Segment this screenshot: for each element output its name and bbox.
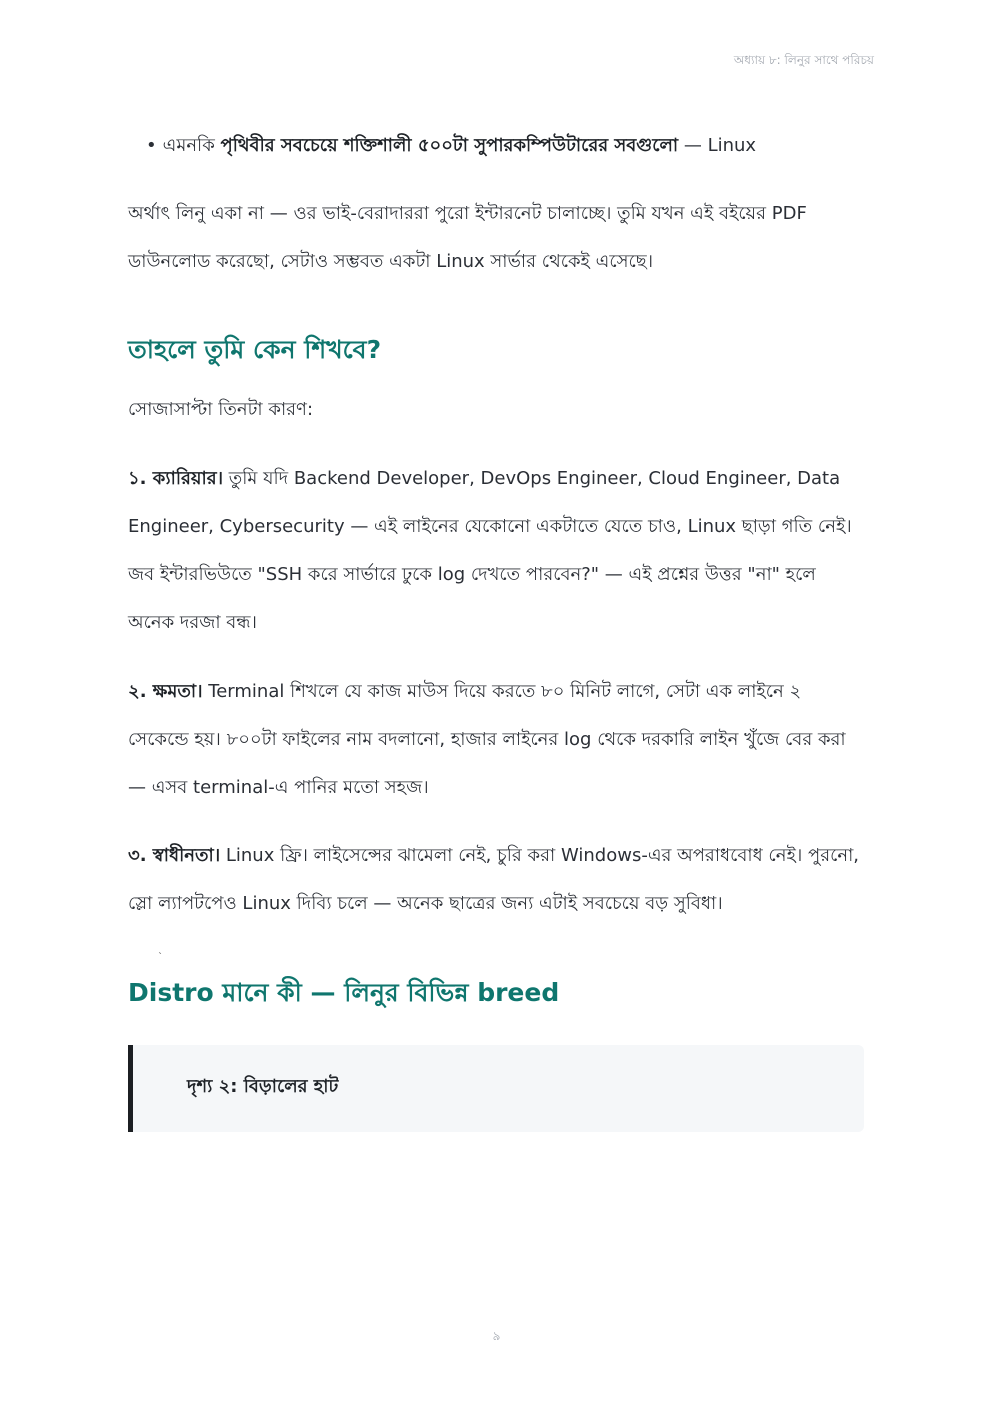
page-number: ৯ (492, 1329, 501, 1343)
running-header: অধ্যায় ৮: লিনুর সাথে পরিচয় (733, 53, 874, 67)
scene-callout (128, 1045, 864, 1132)
section-heading-why: তাহলে তুমি কেন শিখবে? (128, 335, 382, 364)
reason-label: ১. ক্যারিয়ার। (128, 468, 224, 489)
reason-career (128, 455, 864, 647)
reason-freedom (128, 832, 864, 928)
reason-text: Terminal শিখলে যে কাজ মাউস দিয়ে করতে ৮০ মিনিট লাগে, সেটা এক লাইনে ২ সেকেন্ডে হয়। ৮০০টা ফাইলের নাম বদলানো, হাজার লাইনের log থেকে দরকারি লাইন খুঁজে বের করা — এসব terminal-এ পানির মতো সহজ। (128, 681, 846, 798)
reason-text: তুমি যদি Backend Developer, DevOps Engineer, Cloud Engineer, Data Engineer, Cybersecurity — এই লাইনের যেকোনো একটাতে যেতে চাও, Linux ছাড়া গতি নেই। জব ইন্টারভিউতে "SSH করে সার্ভারে ঢুকে log দেখতে পারবেন?" — এই প্রশ্নের উত্তর "না" হলে অনেক দরজা বন্ধ। (128, 468, 852, 633)
reason-label: ২. ক্ষমতা। (128, 681, 203, 702)
bullet-text-bold: পৃথিবীর সবচেয়ে শক্তিশালী ৫০০টা সুপারকম্পিউটারের সবগুলো (220, 135, 679, 156)
bullet-text-pre: এমনকি (162, 135, 221, 156)
bullet-item (146, 131, 866, 161)
intro-paragraph: অর্থাৎ লিনু একা না — ওর ভাই-বেরাদাররা পুরো ইন্টারনেট চালাচ্ছে। তুমি যখন এই বইয়ের PDF ডাউনলোড করেছো, সেটাও সম্ভবত একটা Linux সার্ভার থেকেই এসেছে। (128, 203, 807, 272)
stray-mark: ˋ (158, 952, 163, 963)
bullet-text-post: — Linux (678, 135, 757, 156)
scene-title: দৃশ্য ২: বিড়ালের হাট (187, 1076, 339, 1097)
reason-text: Linux ফ্রি। লাইসেন্সের ঝামেলা নেই, চুরি করা Windows-এর অপরাধবোধ নেই। পুরনো, স্লো ল্যাপটপেও Linux দিব্যি চলে — অনেক ছাত্রের জন্য এটাই সবচেয়ে বড় সুবিধা। (128, 845, 860, 914)
bullet-marker: • (146, 135, 157, 156)
reason-label: ৩. স্বাধীনতা। (128, 845, 221, 866)
reasons-lead: সোজাসাপ্টা তিনটা কারণ: (128, 399, 314, 420)
section-heading-distro: Distro মানে কী — লিনুর বিভিন্ন breed (128, 978, 560, 1007)
reason-power (128, 668, 864, 812)
